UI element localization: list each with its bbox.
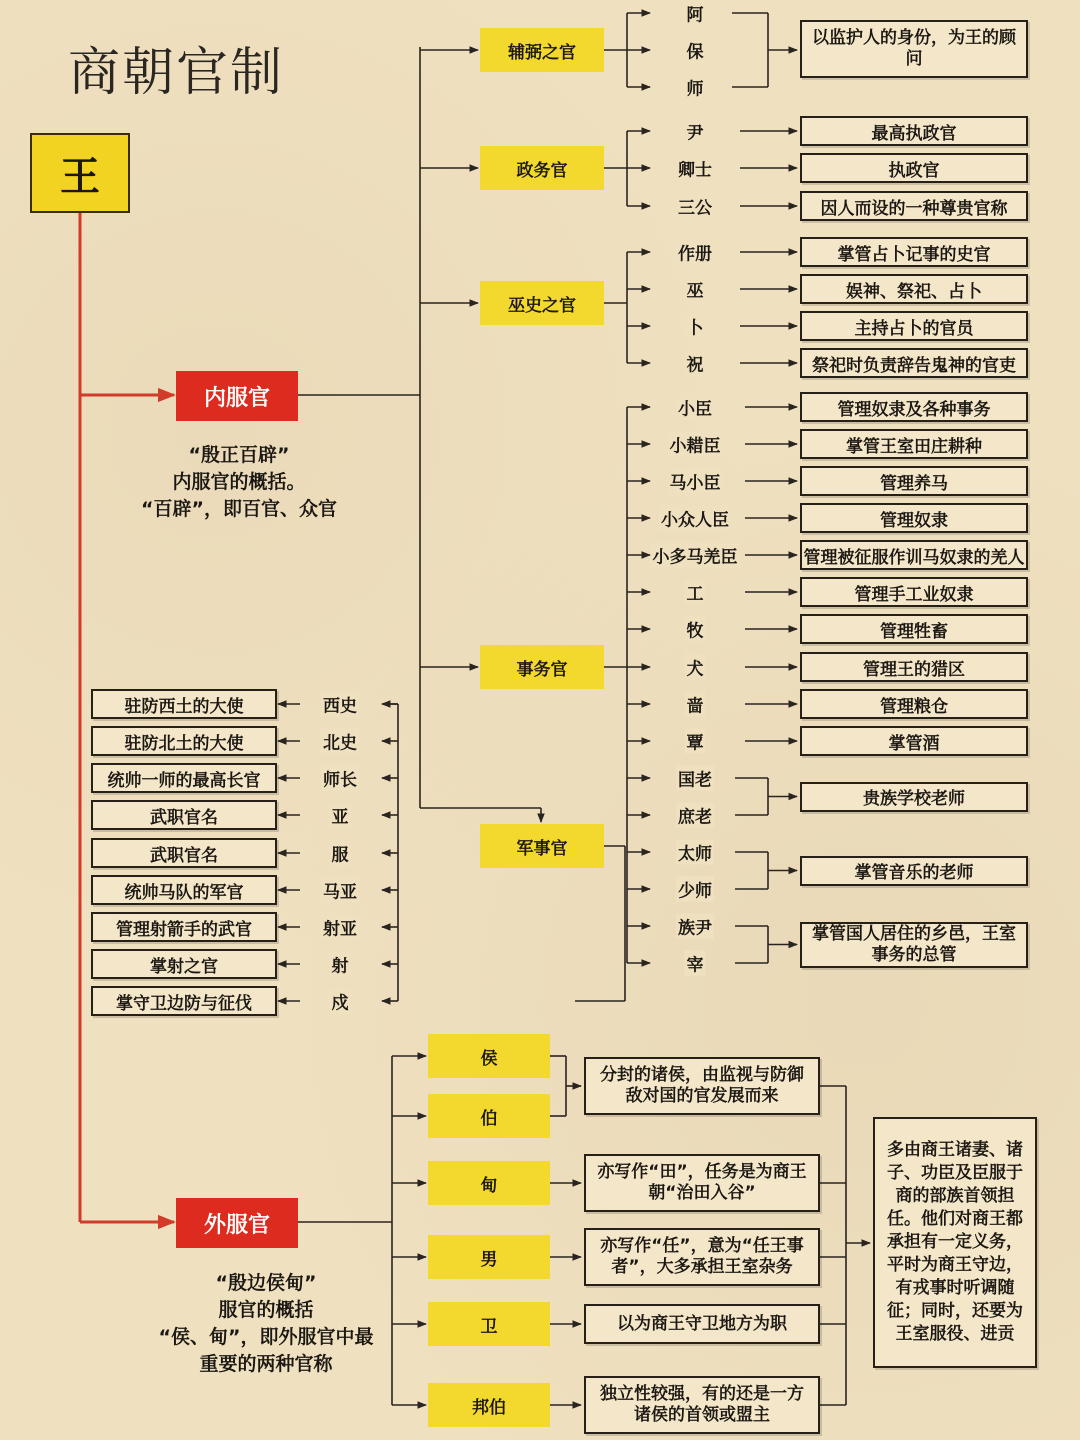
shiwu-pair-desc: 掌管国人居住的乡邑，王室事务的总管 bbox=[800, 922, 1028, 968]
outer-rank-box: 伯 bbox=[428, 1094, 550, 1138]
shiwu-desc: 掌管酒 bbox=[800, 726, 1028, 756]
group-shiwu: 事务官 bbox=[480, 645, 604, 689]
shiwu-item: 牧 bbox=[685, 617, 706, 642]
junshi-item: 服 bbox=[330, 841, 351, 866]
shiwu-pair-item: 族尹 bbox=[676, 914, 714, 939]
wushi-item: 卜 bbox=[685, 314, 706, 339]
shiwu-item: 覃 bbox=[685, 729, 706, 754]
group-fubi: 辅弼之官 bbox=[480, 28, 604, 72]
junshi-desc: 驻防西土的大使 bbox=[91, 689, 277, 719]
shiwu-desc: 管理王的猎区 bbox=[800, 652, 1028, 682]
group-zhengwu: 政务官 bbox=[480, 146, 604, 190]
junshi-desc: 武职官名 bbox=[91, 838, 277, 868]
junshi-desc: 掌射之官 bbox=[91, 949, 277, 979]
group-wushi: 巫史之官 bbox=[480, 281, 604, 325]
note-line: “侯、甸”，即外服官中最 bbox=[158, 1326, 374, 1348]
junshi-item: 射 bbox=[330, 952, 351, 977]
shiwu-item: 犬 bbox=[685, 655, 706, 680]
outer-summary: 多由商王诸妻、诸子、功臣及臣服于商的部族首领担任。他们对商王都承担有一定义务，平时为商王守边，有戎事时听调随征；同时，还要为王室服役、进贡 bbox=[873, 1117, 1037, 1368]
group-junshi: 军事官 bbox=[480, 824, 604, 868]
outer-desc: 独立性较强，有的还是一方诸侯的首领或盟主 bbox=[584, 1376, 820, 1434]
outer-rank-box: 侯 bbox=[428, 1034, 550, 1078]
junshi-desc: 统帅马队的军官 bbox=[91, 875, 277, 905]
junshi-item: 师长 bbox=[321, 766, 359, 791]
wushi-item: 作册 bbox=[676, 240, 714, 265]
outer-rank-box: 男 bbox=[428, 1235, 550, 1279]
zhengwu-desc: 执政官 bbox=[800, 153, 1028, 183]
outer-desc: 亦写作“任”，意为“任王事者”，大多承担王室杂务 bbox=[584, 1228, 820, 1286]
junshi-desc: 武职官名 bbox=[91, 800, 277, 830]
shiwu-item: 啬 bbox=[685, 692, 706, 717]
wushi-desc: 娱神、祭祀、占卜 bbox=[800, 274, 1028, 304]
outer-desc: 分封的诸侯，由监视与防御敌对国的官发展而来 bbox=[584, 1057, 820, 1115]
junshi-item: 马亚 bbox=[321, 878, 359, 903]
junshi-desc: 驻防北土的大使 bbox=[91, 726, 277, 756]
fubi-item: 保 bbox=[685, 38, 706, 63]
junshi-desc: 掌守卫边防与征伐 bbox=[91, 986, 277, 1016]
junshi-desc: 统帅一师的最高长官 bbox=[91, 763, 277, 793]
zhengwu-item: 卿士 bbox=[676, 156, 714, 181]
outer-desc: 以为商王守卫地方为职 bbox=[584, 1304, 820, 1344]
shiwu-pair-item: 太师 bbox=[676, 840, 714, 865]
note-line: “殷正百辟” bbox=[188, 444, 290, 466]
wushi-desc: 祭祀时负责辞告鬼神的官吏 bbox=[800, 348, 1028, 378]
note-line: 重要的两种官称 bbox=[199, 1353, 333, 1375]
fubi-item: 师 bbox=[685, 75, 706, 100]
outer-officials-box: 外服官 bbox=[176, 1198, 298, 1248]
shiwu-pair-item: 少师 bbox=[676, 877, 714, 902]
outer-rank-box: 卫 bbox=[428, 1302, 550, 1346]
zhengwu-desc: 最高执政官 bbox=[800, 116, 1028, 146]
king-box: 王 bbox=[30, 133, 130, 213]
shiwu-desc: 管理被征服作训马奴隶的羌人 bbox=[800, 540, 1028, 570]
junshi-desc: 管理射箭手的武官 bbox=[91, 912, 277, 942]
wushi-desc: 主持占卜的官员 bbox=[800, 311, 1028, 341]
zhengwu-desc: 因人而设的一种尊贵官称 bbox=[800, 191, 1028, 221]
fubi-item: 阿 bbox=[685, 1, 706, 26]
shiwu-item: 工 bbox=[685, 580, 706, 605]
shiwu-item: 马小臣 bbox=[668, 469, 723, 494]
shiwu-item: 小众人臣 bbox=[659, 506, 731, 531]
junshi-item: 西史 bbox=[321, 692, 359, 717]
shiwu-item: 小耤臣 bbox=[668, 432, 723, 457]
junshi-item: 射亚 bbox=[321, 915, 359, 940]
outer-desc: 亦写作“田”，任务是为商王朝“治田入谷” bbox=[584, 1154, 820, 1212]
page-title: 商朝官制 bbox=[68, 43, 285, 103]
wushi-desc: 掌管占卜记事的史官 bbox=[800, 237, 1028, 267]
note-line: “殷边侯甸” bbox=[215, 1272, 317, 1294]
zhengwu-item: 三公 bbox=[676, 194, 714, 219]
outer-rank-box: 邦伯 bbox=[428, 1383, 550, 1427]
fubi-desc: 以监护人的身份，为王的顾问 bbox=[800, 20, 1028, 78]
wushi-item: 祝 bbox=[685, 351, 706, 376]
junshi-item: 亚 bbox=[330, 803, 351, 828]
shiwu-item: 小臣 bbox=[676, 395, 714, 420]
shiwu-desc: 管理奴隶及各种事务 bbox=[800, 392, 1028, 422]
shiwu-desc: 管理奴隶 bbox=[800, 503, 1028, 533]
wushi-item: 巫 bbox=[685, 277, 706, 302]
outer-rank-box: 甸 bbox=[428, 1161, 550, 1205]
junshi-item: 北史 bbox=[321, 729, 359, 754]
inner-note bbox=[69, 442, 409, 523]
note-line: “百辟”，即百官、众官 bbox=[141, 498, 337, 520]
shiwu-pair-desc: 掌管音乐的老师 bbox=[800, 856, 1028, 886]
shiwu-pair-item: 宰 bbox=[685, 951, 706, 976]
note-line: 内服官的概括。 bbox=[172, 471, 306, 493]
shiwu-desc: 管理养马 bbox=[800, 466, 1028, 496]
junshi-item: 戍 bbox=[330, 989, 351, 1014]
shiwu-pair-item: 庶老 bbox=[676, 803, 714, 828]
note-line: 服官的概括 bbox=[218, 1299, 314, 1321]
zhengwu-item: 尹 bbox=[685, 119, 706, 144]
shiwu-item: 小多马羌臣 bbox=[651, 543, 740, 568]
shiwu-desc: 管理粮仓 bbox=[800, 689, 1028, 719]
shiwu-pair-item: 国老 bbox=[676, 766, 714, 791]
shiwu-desc: 掌管王室田庄耕种 bbox=[800, 429, 1028, 459]
shiwu-desc: 管理牲畜 bbox=[800, 614, 1028, 644]
outer-note bbox=[96, 1270, 436, 1378]
shiwu-pair-desc: 贵族学校老师 bbox=[800, 782, 1028, 812]
inner-officials-box: 内服官 bbox=[176, 371, 298, 421]
shiwu-desc: 管理手工业奴隶 bbox=[800, 577, 1028, 607]
